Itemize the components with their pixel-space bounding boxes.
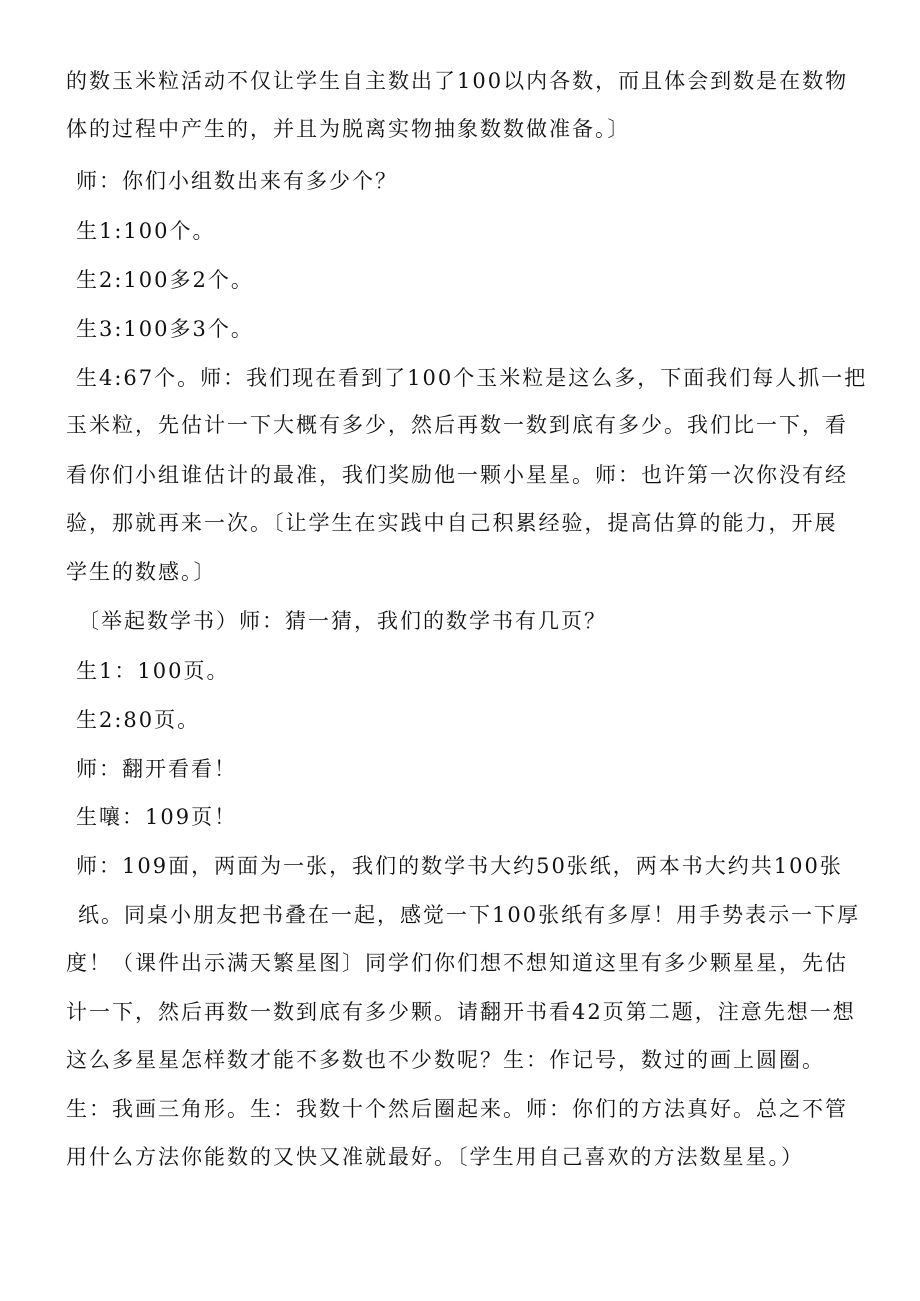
text-line: 用什么方法你能数的又快又准就最好。〔学生用自己喜欢的方法数星星。）	[66, 1145, 804, 1169]
text-line: 师：你们小组数出来有多少个？	[76, 169, 398, 193]
text-line: 师：109面，两面为一张，我们的数学书大约50张纸，两本书大约共100张	[76, 854, 843, 878]
text-line: 生：我画三角形。生：我数十个然后圈起来。师：你们的方法真好。总之不管	[66, 1097, 848, 1121]
text-line: 生2:100多2个。	[76, 268, 254, 292]
text-line: 生嚷：109页！	[76, 805, 238, 829]
text-line: 生2:80页。	[76, 708, 201, 732]
text-line: 纸。同桌小朋友把书叠在一起，感觉一下100张纸有多厚！用手势表示一下厚	[78, 903, 861, 927]
text-line: 生1:100个。	[76, 219, 216, 243]
text-line: 这么多星星怎样数才能不多数也不少数呢？生：作记号，数过的画上圆圈。	[66, 1048, 825, 1072]
text-line: 生1：100页。	[76, 659, 230, 683]
text-line: 计一下，然后再数一数到底有多少颗。请翻开书看42页第二题，注意先想一想	[66, 1000, 856, 1024]
text-line: 度！（课件出示满天繁星图〕同学们你们想不想知道这里有多少颗星星，先估	[66, 951, 848, 975]
text-line: 的数玉米粒活动不仅让学生自主数出了100以内各数，而且体会到数是在数物	[66, 69, 849, 93]
text-line: 验，那就再来一次。〔让学生在实践中自己积累经验，提高估算的能力，开展	[66, 511, 838, 535]
text-line: 生3:100多3个。	[76, 317, 254, 341]
text-line: 〔举起数学书）师：猜一猜，我们的数学书有几页？	[78, 609, 607, 633]
text-line: 生4:67个。师：我们现在看到了100个玉米粒是这么多，下面我们每人抓一把	[76, 366, 868, 390]
text-line: 看你们小组谁估计的最准，我们奖励他一颗小星星。师：也许第一次你没有经	[66, 463, 848, 487]
text-line: 师：翻开看看！	[76, 757, 237, 781]
text-line: 学生的数感。〕	[66, 560, 217, 584]
text-line: 体的过程中产生的，并且为脱离实物抽象数数做准备。〕	[66, 117, 631, 141]
text-line: 玉米粒，先估计一下大概有多少，然后再数一数到底有多少。我们比一下，看	[66, 413, 848, 437]
